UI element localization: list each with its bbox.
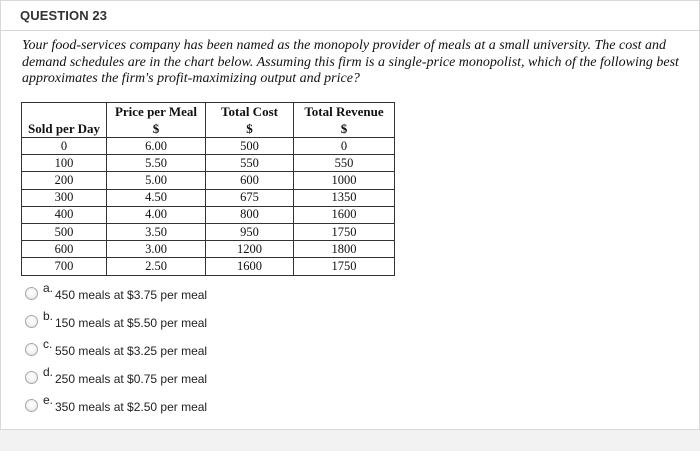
- cost-cell: 550: [206, 155, 294, 172]
- qty-cell: 500: [22, 223, 107, 240]
- table-row: [22, 189, 395, 206]
- header-cost-unit: $: [206, 120, 294, 138]
- cost-cell: 1200: [206, 241, 294, 258]
- option-text: 250 meals at $0.75 per meal: [55, 372, 208, 386]
- option-letter: a.: [43, 281, 54, 295]
- qty-cell: 700: [22, 258, 107, 275]
- table-row: [22, 258, 395, 275]
- qty-cell: 200: [22, 172, 107, 189]
- header-quantity: Sold per Day: [22, 120, 107, 138]
- header-cost: Total Cost: [206, 103, 294, 121]
- revenue-cell: 0: [294, 138, 395, 155]
- header-revenue: Total Revenue: [294, 103, 395, 121]
- option-text: 550 meals at $3.25 per meal: [55, 344, 208, 358]
- cost-cell: 500: [206, 138, 294, 155]
- header-price-unit: $: [107, 120, 206, 138]
- cost-cell: 1600: [206, 258, 294, 275]
- header-empty-cell: [22, 103, 107, 121]
- revenue-cell: 1800: [294, 241, 395, 258]
- revenue-cell: 1600: [294, 206, 395, 223]
- table-header-row: [22, 120, 395, 138]
- radio-button[interactable]: [25, 343, 38, 356]
- table-row: [22, 172, 395, 189]
- option-letter: d.: [43, 365, 54, 379]
- table-header-row: [22, 103, 395, 121]
- price-cell: 2.50: [107, 258, 206, 275]
- option-letter: e.: [43, 393, 54, 407]
- price-cell: 5.50: [107, 155, 206, 172]
- table-row: [22, 155, 395, 172]
- price-cell: 4.00: [107, 206, 206, 223]
- price-cell: 4.50: [107, 189, 206, 206]
- radio-button[interactable]: [25, 399, 38, 412]
- question-text: Your food-services company has been named as the monopoly provider of meals at a small university. The cost and demand schedules are in the chart below. Assuming this firm is a single-price monopolist, which of the following best approximates the firm's profit-maximizing output and price?: [22, 38, 679, 86]
- qty-cell: 600: [22, 241, 107, 258]
- schedule-table: [21, 102, 395, 276]
- option-text: 350 meals at $2.50 per meal: [55, 400, 208, 414]
- cost-cell: 950: [206, 223, 294, 240]
- cost-cell: 675: [206, 189, 294, 206]
- radio-button[interactable]: [25, 371, 38, 384]
- header-revenue-unit: $: [294, 120, 395, 138]
- revenue-cell: 1750: [294, 258, 395, 275]
- revenue-cell: 1000: [294, 172, 395, 189]
- title-divider: [1, 30, 700, 31]
- revenue-cell: 550: [294, 155, 395, 172]
- price-cell: 6.00: [107, 138, 206, 155]
- radio-button[interactable]: [25, 315, 38, 328]
- table-row: [22, 138, 395, 155]
- table-row: [22, 241, 395, 258]
- qty-cell: 100: [22, 155, 107, 172]
- price-cell: 5.00: [107, 172, 206, 189]
- revenue-cell: 1750: [294, 223, 395, 240]
- option-letter: c.: [43, 337, 53, 351]
- table-row: [22, 223, 395, 240]
- cost-cell: 800: [206, 206, 294, 223]
- header-price: Price per Meal: [107, 103, 206, 121]
- qty-cell: 400: [22, 206, 107, 223]
- table-row: [22, 206, 395, 223]
- price-cell: 3.50: [107, 223, 206, 240]
- radio-button[interactable]: [25, 287, 38, 300]
- price-cell: 3.00: [107, 241, 206, 258]
- option-letter: b.: [43, 309, 54, 323]
- question-title: QUESTION 23: [20, 8, 108, 23]
- option-text: 450 meals at $3.75 per meal: [55, 288, 208, 302]
- qty-cell: 300: [22, 189, 107, 206]
- option-text: 150 meals at $5.50 per meal: [55, 316, 208, 330]
- cost-cell: 600: [206, 172, 294, 189]
- qty-cell: 0: [22, 138, 107, 155]
- revenue-cell: 1350: [294, 189, 395, 206]
